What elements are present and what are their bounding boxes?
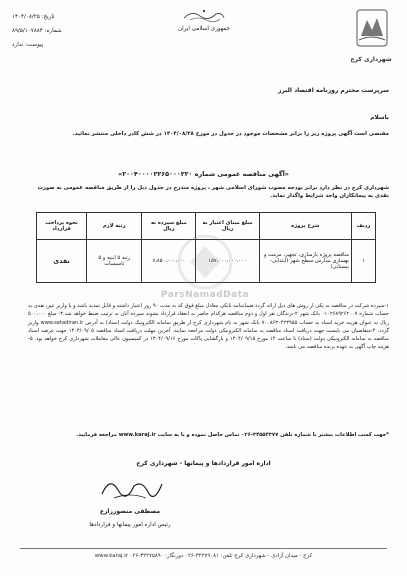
attachment-line: پیوست: ندارد bbox=[12, 42, 44, 48]
attachment-value: ندارد bbox=[12, 42, 24, 48]
cell-budget: ۱۵۷،۰۰۰،۰۰۰،۰۰۰ bbox=[196, 240, 259, 283]
number-line: شماره: ۸۹/۵/۱۰۷۸۸۴ bbox=[12, 28, 62, 34]
signatory-position: رئیس اداره امور پیمانها و قراردادها bbox=[89, 522, 171, 528]
col-header-row-number: ردیف bbox=[351, 213, 375, 240]
letter-meta bbox=[12, 10, 90, 52]
date-value: ۱۴۰۴/۰۸/۲۵ bbox=[12, 14, 40, 20]
col-header-deposit: مبلغ سپرده به ریال bbox=[142, 213, 196, 240]
date-label: تاریخ bbox=[43, 14, 55, 20]
watermark-seal-icon bbox=[150, 232, 260, 292]
department-name: اداره امور قراردادها و پیمانها - شهرداری کرج bbox=[136, 460, 271, 467]
cell-project: مناقصه پروژه بازسازی، تجهیز، مرمت و بهسازی مدارس سطح شهر (ابتدایی-بیستانی) bbox=[259, 240, 351, 283]
signature-icon bbox=[96, 472, 166, 504]
municipality-name: شهرداری کرج bbox=[350, 56, 392, 63]
col-header-project: شرح پروژه bbox=[259, 213, 351, 240]
cell-grade: رتبه ۵ ابنیه و ۵ تاسیسات bbox=[87, 240, 142, 283]
number-label: شماره bbox=[46, 28, 62, 34]
recipient: سرپرست محترم روزنامه اقتصاد البرز bbox=[278, 87, 389, 94]
notice-intro: شهرداری کرج در نظر دارد برابر بودجه مصوب شورای اسلامی شهر ، پروژه مندرج در جدول ذیل را از طریق مناقصه عمومی به صورت نقدی به پیمانکاران واجد شرایط واگذار نماید. bbox=[37, 185, 389, 200]
number-value: ۸۹/۵/۱۰۷۸۸۴ bbox=[12, 28, 43, 34]
bismillah-calligraphy bbox=[180, 6, 228, 24]
col-header-grade: رتبه لازم bbox=[87, 213, 142, 240]
request-paragraph: مقتضی است آگهی پروژه زیر را برابر مشخصات موجود در جدول در مورخ ۱۴۰۴/۰۸/۲۸ در شش کادر داخلی منتشر نمائید. bbox=[72, 131, 389, 137]
watermark-text: ParsNamadData bbox=[160, 290, 250, 300]
cell-deposit: ۷،۸۵۰،۰۰۰،۰۰۰ bbox=[142, 240, 196, 283]
website-note: *جهت کسب اطلاعات بیشتر با شماره تلفن ۳۴۵۵۴۳۷۷-۰۲۶ تماس حاصل نموده و یا به سایت www.karaj.ir مراجعه فرمایید. bbox=[76, 432, 389, 438]
notice-title: «آگهی مناقصه عمومی شماره ۲۰۰۴۰۰۰۰۲۲۶۵۰۰۰۲۲۰» bbox=[118, 170, 289, 178]
municipality-logo-icon bbox=[347, 6, 397, 56]
date-line: تاریخ: ۱۴۰۴/۰۸/۲۵ bbox=[12, 14, 55, 20]
letter-footer: کرج - میدان آزادی - شهرداری کرج تلفن: ۳۲۲۷۹۰۸۱-۰۲۶ دورنگار: ۳۲۲۷۵۸۹۰-۰۲۶ www.karaj.ir bbox=[20, 548, 387, 559]
conditions-paragraph: ۱-سپرده شرکت در مناقصه به یکی از روش های ذیل ارائه گردد:ضمانتنامه بانکی معادل مبلغ فوق که به مدت ۹۰ روز اعتبار داشته و قابل تمدید باشد و یا واریز عین نقدی به حساب شماره ۰۱۰۲۶۸۹۲۶۲۰۰۷ بانک شهر ۲-برندگان نفر اول و دوم مناقصه هرکدام حاضر به انعقاد قرارداد نشوند سپرده آنان به ترتیب ضبط خواهد شد.۳- مبلغ ۵۰۰،۰۰۰ ریال به عنوان هزینه خرید اسناد به حساب ۷۰۰۸۶۳۰۴۲۳۹۵۵ بانک شهر به نام شهرداری کرج از طریق سامانه الکترونیک دولت (ستاد) به آدرس www.setadiran.ir واریز گردد. ۴-متقاضیان می بایست جهت دریافت اسناد مناقصه به سامانه الکترونیکی دولت مراجعه نمایند. آخرین مهلت دریافت اسناد مناقصه ۱۴۰۴/۰۹/۰۵ جهت عرضه اسناد مناقصه به سامانه الکترونیکی دولت (ستاد) تا ساعت ۱۴ مورخ ۱۴۰۴/۰۹/۱۵ و بازگشایی پاکات مورخ ۱۴۰۴/۰۹/۱۶ در کمیسیون عالی معاملات شهرداری کرج خواهد بود. ۵-هزینه چاپ آگهی به عهده برنده مناقصه می باشد. bbox=[28, 303, 389, 351]
greeting: باسلام bbox=[370, 115, 389, 121]
republic-heading: جمهوری اسلامی ایران bbox=[178, 26, 230, 32]
attachment-label: پیوست bbox=[26, 42, 44, 48]
col-header-payment: نحوه پرداخت قرارداد bbox=[37, 213, 87, 240]
cell-row-number: ۱ bbox=[351, 240, 375, 283]
cell-payment: نقدی bbox=[37, 240, 87, 283]
signatory-name: مصطفی منصورزارع bbox=[99, 508, 161, 515]
col-header-budget: مبلغ مبنای اعتبار به ریال bbox=[196, 213, 259, 240]
